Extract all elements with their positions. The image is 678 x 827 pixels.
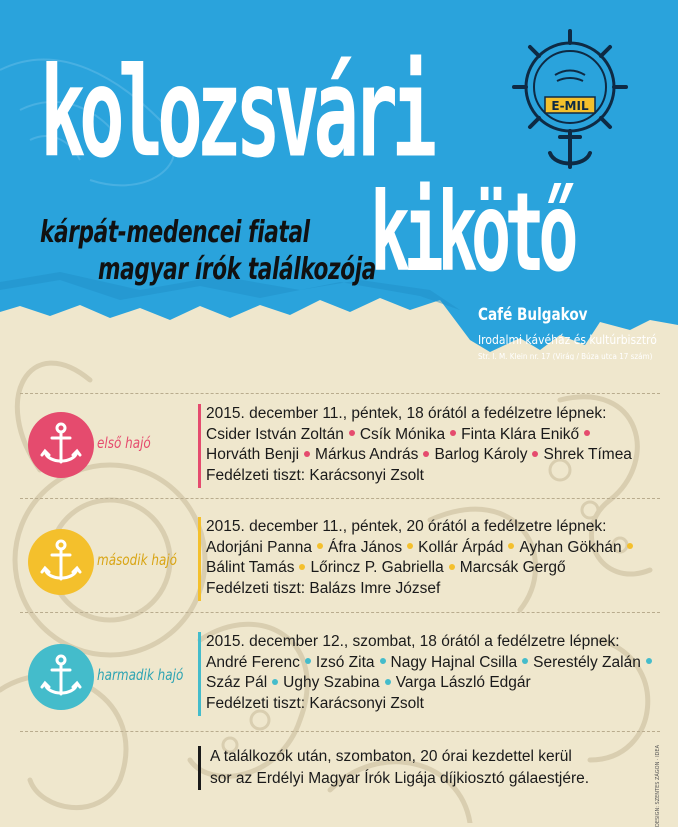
- subtitle-line-1: kárpát-medencei fiatal: [40, 215, 310, 250]
- ship-1-authors-row-2: [206, 445, 632, 466]
- footer-text: [210, 746, 589, 790]
- logo-text: E-MIL: [551, 99, 589, 113]
- venue-description: Irodalmi kávéház és kultúrbisztró: [478, 333, 657, 347]
- title-line-2: kikötő: [370, 168, 573, 297]
- ship-1-accent-bar: [198, 404, 201, 488]
- separator-dot: [423, 451, 429, 457]
- ship-1-header: 2015. december 11., péntek, 18 órától a fedélzetre lépnek:: [206, 405, 607, 422]
- author: Lőrincz P. Gabriella: [310, 559, 444, 576]
- separator-dot: [272, 679, 278, 685]
- title-line-1: kolozsvári: [40, 40, 431, 185]
- author: Márkus András: [315, 446, 419, 463]
- author: Adorjáni Panna: [206, 538, 312, 556]
- author: André Ferenc: [206, 653, 300, 671]
- ship-3-authors-row-1: [206, 653, 657, 674]
- author: Varga László Edgár: [395, 674, 531, 691]
- separator-dot: [584, 430, 590, 436]
- author: Csider István Zoltán: [206, 425, 344, 443]
- footer-line-2: sor az Erdélyi Magyar Írók Ligája díjkiosztó gálaestjére.: [210, 770, 590, 787]
- ship-3-label: harmadik hajó: [97, 666, 184, 684]
- separator-dot: [508, 543, 514, 549]
- author: Kollár Árpád: [418, 538, 504, 556]
- author: Áfra János: [328, 538, 403, 556]
- author: Horváth Benji: [206, 446, 300, 463]
- section-divider: [20, 393, 660, 394]
- separator-dot: [299, 564, 305, 570]
- ship-3-officer: Fedélzeti tiszt: Karácsonyi Zsolt: [206, 694, 424, 712]
- venue-name: Café Bulgakov: [478, 305, 588, 325]
- author: Ayhan Gökhán: [519, 538, 622, 556]
- ship-1-label: első hajó: [97, 434, 151, 452]
- author: Finta Klára Enikő: [461, 425, 580, 443]
- separator-dot: [380, 658, 386, 664]
- author: Barlog Károly: [434, 446, 528, 463]
- ship-3-header: 2015. december 12., szombat, 18 órától a fedélzetre lépnek:: [206, 633, 620, 650]
- author: Serestély Zalán: [533, 653, 641, 671]
- ship-2-label: második hajó: [97, 551, 177, 569]
- anchor-icon: [28, 529, 94, 595]
- footer-note: [0, 746, 678, 796]
- author: Bálint Tamás: [206, 559, 295, 576]
- section-divider: [20, 731, 660, 732]
- separator-dot: [304, 451, 310, 457]
- header-banner: [0, 0, 678, 360]
- author: Izsó Zita: [315, 653, 375, 671]
- author: Száz Pál: [206, 674, 268, 691]
- venue-address: Str. I. M. Klein nr. 17 (Virág / Búza utca 17 szám): [478, 352, 653, 360]
- ship-section-3: [0, 628, 678, 723]
- ship-3-authors-row-2: [206, 673, 657, 694]
- author: Marcsák Gergő: [459, 559, 566, 576]
- ship-1-authors-row-1: [206, 425, 632, 446]
- author: Ughy Szabina: [283, 674, 380, 691]
- author: Csík Mónika: [359, 425, 446, 443]
- separator-dot: [407, 543, 413, 549]
- ship-section-2: [0, 513, 678, 608]
- ship-1-anchor-badge: [28, 412, 94, 478]
- separator-dot: [317, 543, 323, 549]
- separator-dot: [349, 430, 355, 436]
- section-divider: [20, 612, 660, 613]
- ship-section-1: [0, 400, 678, 495]
- separator-dot: [522, 658, 528, 664]
- ship-2-anchor-badge: [28, 529, 94, 595]
- anchor-icon: [28, 412, 94, 478]
- separator-dot: [532, 451, 538, 457]
- ship-3-anchor-badge: [28, 644, 94, 710]
- ship-2-details: [206, 517, 638, 599]
- design-credit: DESIGN: SZENTES ZÁGON · IDEA: [655, 745, 661, 827]
- separator-dot: [305, 658, 311, 664]
- author: Shrek Tímea: [543, 446, 632, 463]
- ship-2-authors-row-1: [206, 538, 638, 559]
- separator-dot: [646, 658, 652, 664]
- emil-logo-icon: [495, 25, 645, 175]
- ship-1-details: [206, 404, 632, 486]
- ship-2-header: 2015. december 11., péntek, 20 órától a fedélzetre lépnek:: [206, 518, 607, 535]
- separator-dot: [450, 430, 456, 436]
- ship-2-authors-row-2: [206, 558, 638, 579]
- footer-line-1: A találkozók után, szombaton, 20 órai kezdettel kerül: [210, 748, 572, 765]
- anchor-icon: [28, 644, 94, 710]
- separator-dot: [385, 679, 391, 685]
- ship-2-accent-bar: [198, 517, 201, 601]
- ship-2-officer: Fedélzeti tiszt: Balázs Imre József: [206, 579, 441, 597]
- ship-1-officer: Fedélzeti tiszt: Karácsonyi Zsolt: [206, 466, 424, 484]
- subtitle-line-2: magyar írók találkozója: [98, 252, 376, 287]
- ship-3-details: [206, 632, 657, 714]
- separator-dot: [627, 543, 633, 549]
- footer-accent-bar: [198, 746, 201, 790]
- section-divider: [20, 498, 660, 499]
- author: Nagy Hajnal Csilla: [390, 653, 518, 671]
- separator-dot: [449, 564, 455, 570]
- ship-3-accent-bar: [198, 632, 201, 716]
